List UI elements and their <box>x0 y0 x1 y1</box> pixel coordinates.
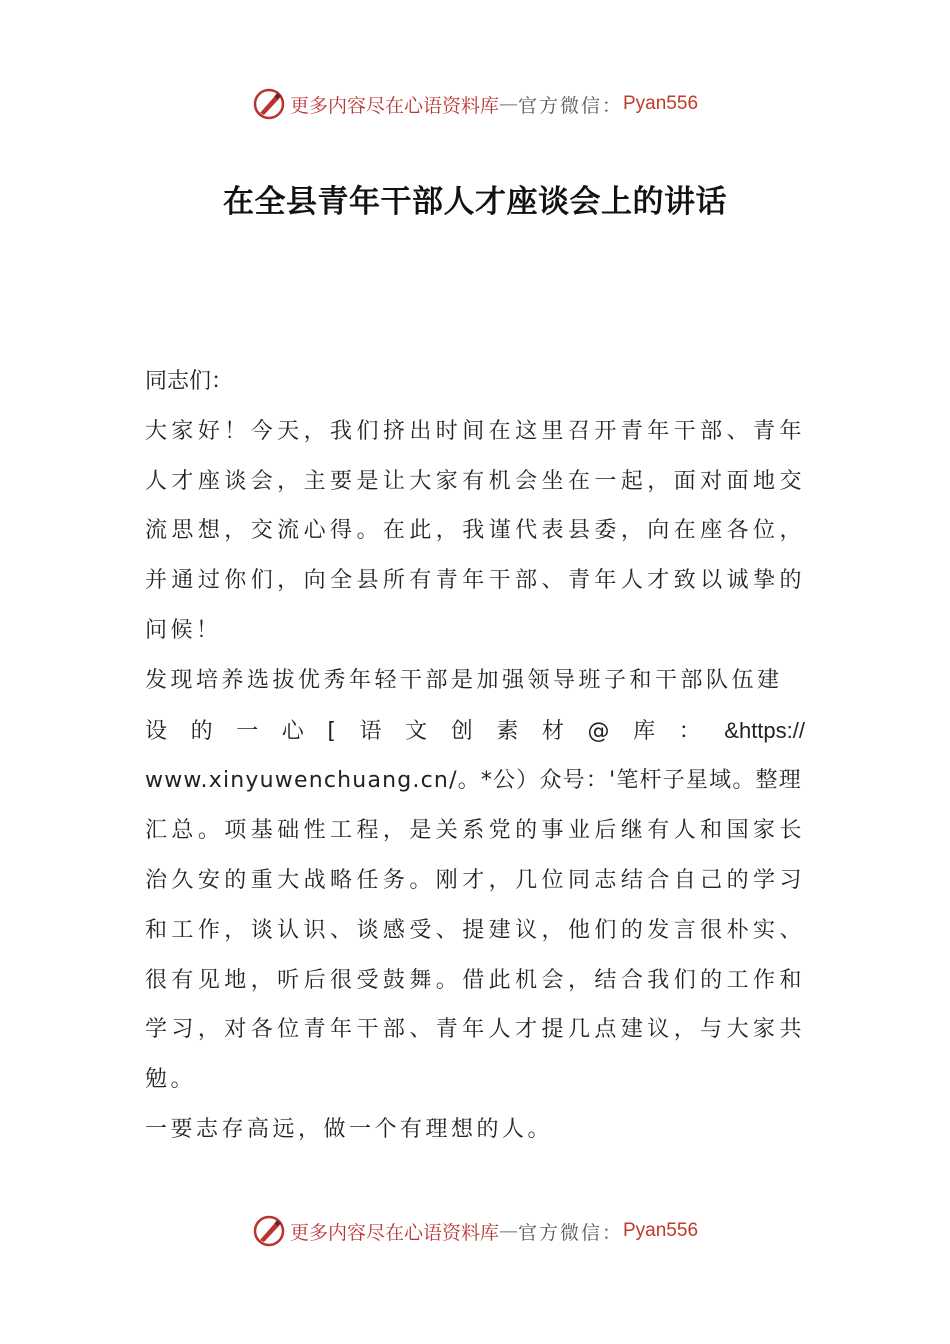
header-watermark-banner <box>0 84 950 124</box>
spread-char: 的 <box>190 718 213 744</box>
watermark-wechat-label: 官方微信： <box>517 1221 623 1244</box>
spread-url-fragment: &https:// <box>724 717 805 743</box>
spread-char: 创 <box>450 718 473 744</box>
watermark-wechat-label: 官方微信： <box>517 94 623 117</box>
spread-char: 文 <box>405 718 428 744</box>
document-body <box>145 357 805 1155</box>
point-one: 一要志存高远，做一个有理想的人。 <box>145 1116 554 1142</box>
url-line-text: www.xinyuwenchuang.cn/。*公）众号：'笔杆子星域。整理 <box>145 768 802 794</box>
watermark-wechat-id: Pyan556 <box>623 1220 699 1241</box>
spread-char: 素 <box>496 718 519 744</box>
watermark-dash: — <box>498 93 518 115</box>
footer-watermark-banner <box>0 1211 950 1251</box>
paragraph-intro-start: 发现培养选拔优秀年轻干部是加强领导班子和干部队伍建 <box>145 667 783 693</box>
spread-char: 一 <box>236 718 259 744</box>
spread-char: 材 <box>541 718 564 744</box>
paragraph-intro-rest: 汇总。项基础性工程，是关系党的事业后继有人和国家长治久安的重大战略任务。刚才，几位同志结合自己的学习和工作，谈认识、谈感受、提建议，他们的发言很朴实、很有见地，听后很受鼓舞。借此机会，结合我们的工作和学习，对各位青年干部、青年人才提几点建议，与大家共勉。 <box>145 818 805 1093</box>
pen-logo-icon <box>252 87 286 121</box>
salutation: 同志们： <box>145 369 234 394</box>
watermark-brand-text: 更多内容尽在心语资料库 <box>289 94 499 117</box>
spread-char: 心 <box>281 718 304 744</box>
spread-char: 设 <box>145 718 168 744</box>
watermark-dash: — <box>498 1220 518 1242</box>
spread-watermark-line <box>145 706 805 757</box>
spread-char: 语 <box>359 718 382 744</box>
document-title: 在全县青年干部人才座谈会上的讲话 <box>223 184 727 220</box>
spread-char: [ <box>327 718 336 744</box>
watermark-wechat-id: Pyan556 <box>623 93 699 114</box>
watermark-brand-text: 更多内容尽在心语资料库 <box>289 1221 499 1244</box>
spread-char: ： <box>678 718 701 744</box>
paragraph-greeting: 大家好！今天，我们挤出时间在这里召开青年干部、青年人才座谈会，主要是让大家有机会坐在一起，面对面地交流思想，交流心得。在此，我谨代表县委，向在座各位，并通过你们，向全县所有青年干部、青年人才致以诚挚的问候！ <box>145 418 805 643</box>
spread-char: @ <box>587 718 610 744</box>
spread-char: 库 <box>633 718 656 744</box>
pen-logo-icon <box>252 1214 286 1248</box>
url-line <box>145 756 805 806</box>
